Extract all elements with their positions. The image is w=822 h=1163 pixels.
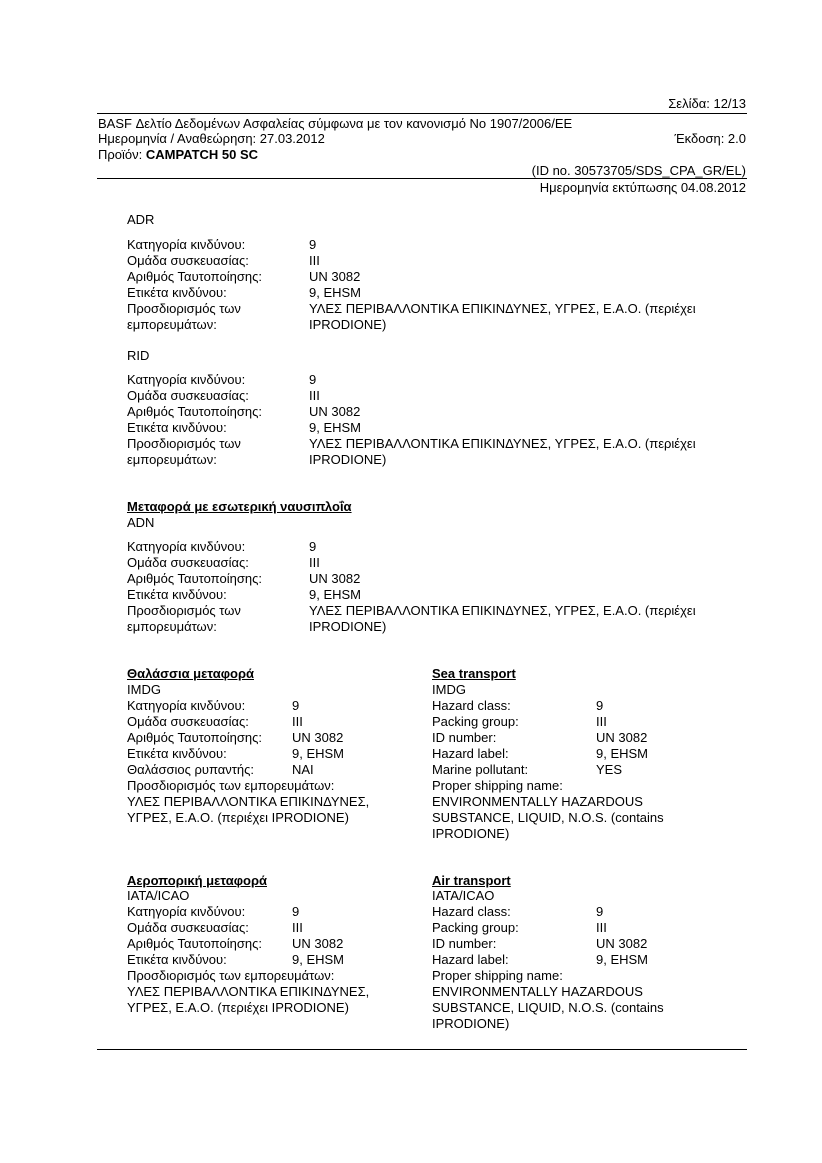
document-title: BASF Δελτίο Δεδομένων Ασφαλείας σύμφωνα με τον κανονισμό No 1907/2006/ΕΕ xyxy=(98,116,573,131)
row-value: III xyxy=(596,714,607,729)
row-label: ID number: xyxy=(432,936,497,951)
row-label: Προσδιορισμός των εμπορευμάτων: xyxy=(127,968,335,983)
row-label: Αριθμός Ταυτοποίησης: xyxy=(127,936,262,951)
row-value: UN 3082 xyxy=(309,571,361,586)
sea-block-en xyxy=(432,698,732,842)
air-heading-en: Air transport xyxy=(432,873,511,888)
row-label: Ομάδα συσκευασίας: xyxy=(127,388,249,403)
row-value: III xyxy=(292,920,303,935)
goods-text: IPRODIONE) xyxy=(432,826,510,841)
goods-text: ENVIRONMENTALLY HAZARDOUS xyxy=(432,794,643,809)
row-value: IPRODIONE) xyxy=(309,452,387,467)
row-label: Προσδιορισμός των xyxy=(127,603,241,618)
row-value: 9 xyxy=(596,904,604,919)
air-heading-gr: Αεροπορική μεταφορά xyxy=(127,873,267,888)
row-value: III xyxy=(596,920,607,935)
row-value: 9, EHSM xyxy=(596,746,649,761)
row-value: ΥΛΕΣ ΠΕΡΙΒΑΛΛΟΝΤΙΚΑ ΕΠΙΚΙΝΔΥΝΕΣ, ΥΓΡΕΣ, Ε.Α.Ο. (περιέχει xyxy=(309,603,696,618)
row-value: ΥΛΕΣ ΠΕΡΙΒΑΛΛΟΝΤΙΚΑ ΕΠΙΚΙΝΔΥΝΕΣ, ΥΓΡΕΣ, Ε.Α.Ο. (περιέχει xyxy=(309,301,696,316)
goods-text: IPRODIONE) xyxy=(432,1016,510,1031)
product-prefix: Προϊόν: xyxy=(98,147,146,162)
row-value: 9, EHSM xyxy=(309,587,362,602)
row-label: Packing group: xyxy=(432,714,519,729)
sea-heading-gr: Θαλάσσια μεταφορά xyxy=(127,666,254,681)
print-date: Ημερομηνία εκτύπωσης 04.08.2012 xyxy=(539,180,746,195)
adr-title: ADR xyxy=(127,212,155,227)
document-id: (ID no. 30573705/SDS_CPA_GR/EL) xyxy=(531,163,746,178)
row-value: III xyxy=(309,388,320,403)
goods-text: ΥΛΕΣ ΠΕΡΙΒΑΛΛΟΝΤΙΚΑ ΕΠΙΚΙΝΔΥΝΕΣ, xyxy=(127,984,370,999)
row-value: III xyxy=(292,714,303,729)
row-label: Κατηγορία κινδύνου: xyxy=(127,698,246,713)
goods-text: SUBSTANCE, LIQUID, N.O.S. (contains xyxy=(432,810,664,825)
row-label: Κατηγορία κινδύνου: xyxy=(127,237,246,252)
rid-title: RID xyxy=(127,348,150,363)
air-iata-title-gr: IATA/ICAO xyxy=(127,888,190,903)
row-value: III xyxy=(309,555,320,570)
row-label: Packing group: xyxy=(432,920,519,935)
row-value: IPRODIONE) xyxy=(309,619,387,634)
row-value: YES xyxy=(596,762,623,777)
row-value: III xyxy=(309,253,320,268)
row-label: Ομάδα συσκευασίας: xyxy=(127,555,249,570)
row-label: Ομάδα συσκευασίας: xyxy=(127,920,249,935)
footer-rule xyxy=(97,1049,747,1050)
goods-text: ΥΓΡΕΣ, Ε.Α.Ο. (περιέχει IPRODIONE) xyxy=(127,810,349,825)
row-value: 9, EHSM xyxy=(292,952,345,967)
row-label: Proper shipping name: xyxy=(432,778,563,793)
row-value: 9, EHSM xyxy=(309,285,362,300)
row-label: Προσδιορισμός των xyxy=(127,436,241,451)
goods-text: SUBSTANCE, LIQUID, N.O.S. (contains xyxy=(432,1000,664,1015)
row-value: UN 3082 xyxy=(309,404,361,419)
row-value: 9 xyxy=(292,698,300,713)
row-label: εμπορευμάτων: xyxy=(127,619,217,634)
row-label: Κατηγορία κινδύνου: xyxy=(127,904,246,919)
row-value: IPRODIONE) xyxy=(309,317,387,332)
air-block-gr xyxy=(127,904,417,1016)
row-label: Κατηγορία κινδύνου: xyxy=(127,539,246,554)
air-iata-title-en: IATA/ICAO xyxy=(432,888,495,903)
product-name: CAMPATCH 50 SC xyxy=(145,147,259,162)
goods-text: ENVIRONMENTALLY HAZARDOUS xyxy=(432,984,643,999)
row-value: UN 3082 xyxy=(292,730,344,745)
adn-block xyxy=(127,539,727,635)
row-value: 9, EHSM xyxy=(309,420,362,435)
inland-heading: Μεταφορά με εσωτερική ναυσιπλοΐα xyxy=(127,499,352,514)
row-label: Ομάδα συσκευασίας: xyxy=(127,714,249,729)
sea-imdg-title-gr: IMDG xyxy=(127,682,161,697)
rid-block xyxy=(127,372,727,468)
header-top-rule xyxy=(97,113,747,114)
row-label: Marine pollutant: xyxy=(432,762,529,777)
row-label: Hazard class: xyxy=(432,904,511,919)
date-revision: Ημερομηνία / Αναθεώρηση: 27.03.2012 xyxy=(98,131,325,146)
sea-heading-en: Sea transport xyxy=(432,666,516,681)
row-label: Hazard class: xyxy=(432,698,511,713)
sea-block-gr xyxy=(127,698,417,826)
row-label: Ετικέτα κινδύνου: xyxy=(127,952,227,967)
row-label: Ετικέτα κινδύνου: xyxy=(127,285,227,300)
adn-title: ADN xyxy=(127,515,155,530)
adr-block xyxy=(127,237,727,333)
goods-text: ΥΛΕΣ ΠΕΡΙΒΑΛΛΟΝΤΙΚΑ ΕΠΙΚΙΝΔΥΝΕΣ, xyxy=(127,794,370,809)
row-value: 9 xyxy=(596,698,604,713)
row-label: Ετικέτα κινδύνου: xyxy=(127,420,227,435)
row-value: ΝΑΙ xyxy=(292,762,314,777)
row-label: εμπορευμάτων: xyxy=(127,317,217,332)
row-value: 9 xyxy=(309,372,317,387)
goods-text: ΥΓΡΕΣ, Ε.Α.Ο. (περιέχει IPRODIONE) xyxy=(127,1000,349,1015)
row-label: Κατηγορία κινδύνου: xyxy=(127,372,246,387)
row-label: Προσδιορισμός των εμπορευμάτων: xyxy=(127,778,335,793)
row-value: ΥΛΕΣ ΠΕΡΙΒΑΛΛΟΝΤΙΚΑ ΕΠΙΚΙΝΔΥΝΕΣ, ΥΓΡΕΣ, Ε.Α.Ο. (περιέχει xyxy=(309,436,696,451)
row-label: Ετικέτα κινδύνου: xyxy=(127,746,227,761)
row-label: Proper shipping name: xyxy=(432,968,563,983)
row-label: εμπορευμάτων: xyxy=(127,452,217,467)
row-label: ID number: xyxy=(432,730,497,745)
row-value: UN 3082 xyxy=(596,730,648,745)
row-value: 9, EHSM xyxy=(596,952,649,967)
row-label: Θαλάσσιος ρυπαντής: xyxy=(127,762,255,777)
row-value: UN 3082 xyxy=(596,936,648,951)
row-value: UN 3082 xyxy=(292,936,344,951)
row-label: Αριθμός Ταυτοποίησης: xyxy=(127,404,262,419)
row-label: Ομάδα συσκευασίας: xyxy=(127,253,249,268)
row-label: Αριθμός Ταυτοποίησης: xyxy=(127,269,262,284)
row-label: Ετικέτα κινδύνου: xyxy=(127,587,227,602)
edition: Έκδοση: 2.0 xyxy=(674,131,746,146)
row-label: Αριθμός Ταυτοποίησης: xyxy=(127,730,262,745)
product-line xyxy=(98,147,258,163)
row-value: 9 xyxy=(309,539,317,554)
air-block-en xyxy=(432,904,732,1032)
row-label: Hazard label: xyxy=(432,746,509,761)
row-value: UN 3082 xyxy=(309,269,361,284)
row-value: 9 xyxy=(309,237,317,252)
row-value: 9, EHSM xyxy=(292,746,345,761)
row-label: Προσδιορισμός των xyxy=(127,301,241,316)
row-label: Αριθμός Ταυτοποίησης: xyxy=(127,571,262,586)
row-value: 9 xyxy=(292,904,300,919)
page-number: Σελίδα: 12/13 xyxy=(668,96,746,111)
row-label: Hazard label: xyxy=(432,952,509,967)
sea-imdg-title-en: IMDG xyxy=(432,682,466,697)
